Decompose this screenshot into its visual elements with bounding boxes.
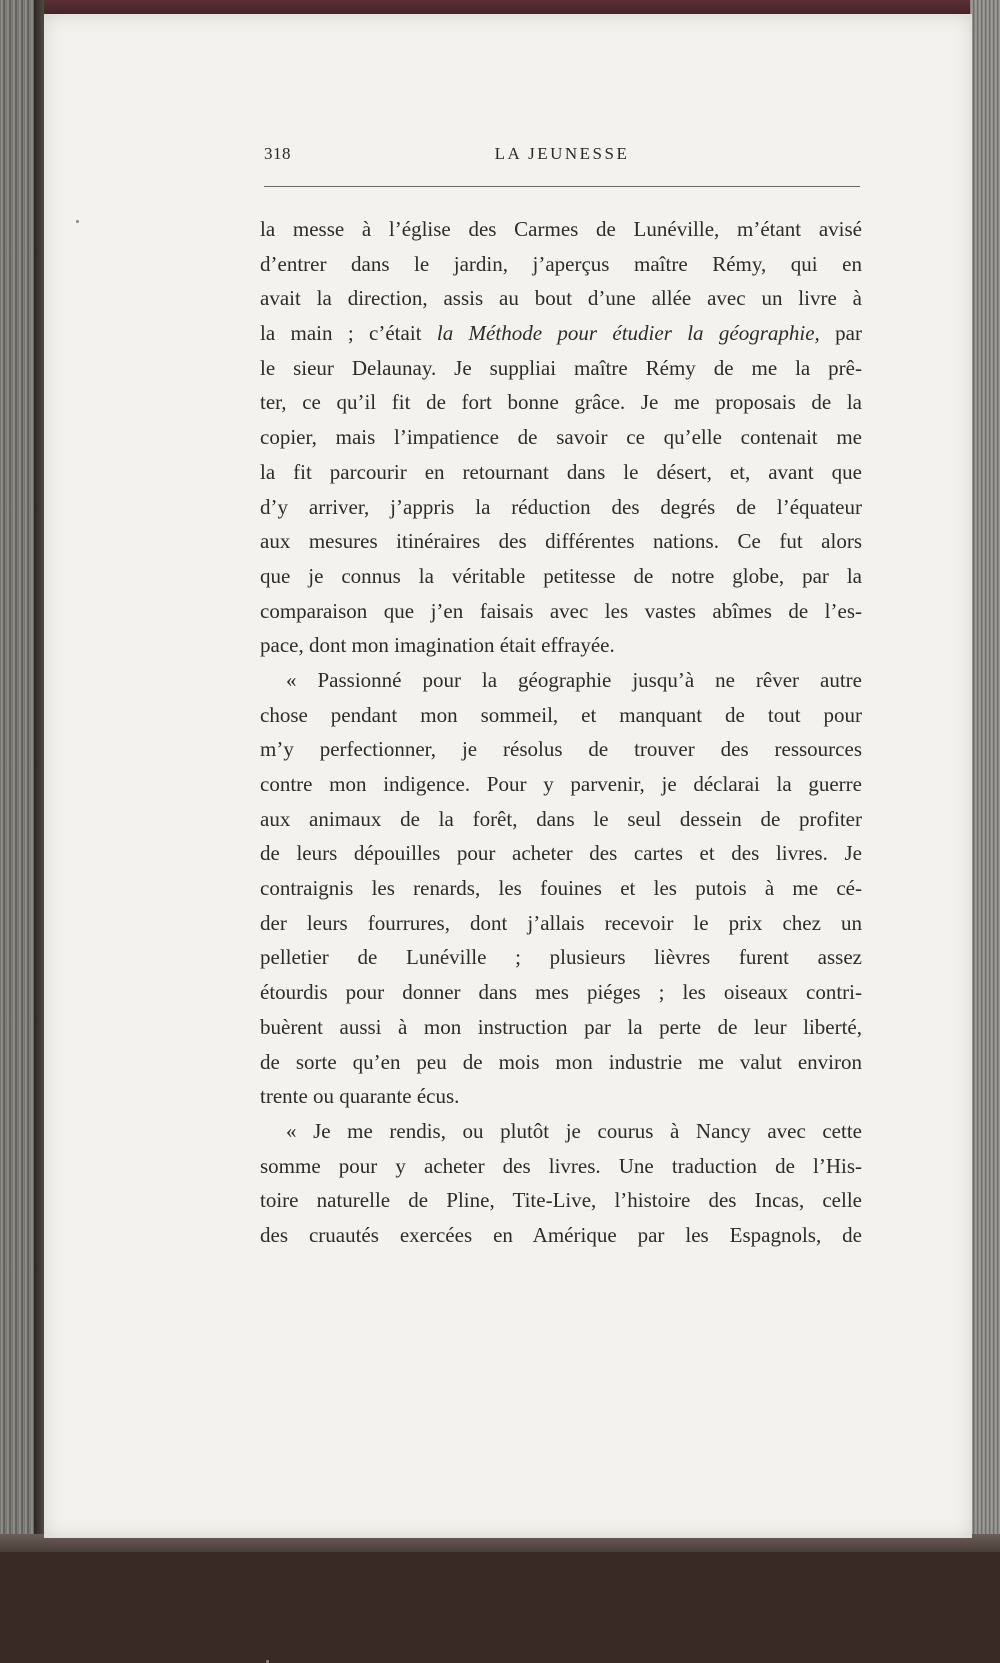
text-line	[260, 940, 862, 975]
line-text: contraignis les renards, les fouines et les putois à me cé-	[260, 876, 862, 901]
text-line	[260, 1045, 862, 1080]
text-line	[260, 490, 862, 525]
text-line	[260, 1149, 862, 1184]
paragraph-last-line	[260, 628, 862, 663]
line-text: aux animaux de la forêt, dans le seul dessein de profiter	[260, 806, 862, 831]
line-text: de leurs dépouilles pour acheter des cartes et des livres. Je	[260, 841, 862, 866]
line-text: trente ou quarante écus.	[260, 1084, 460, 1109]
text-line	[260, 906, 862, 941]
header-rule	[264, 186, 860, 187]
running-title: LA JEUNESSE	[494, 144, 630, 163]
text-line	[260, 212, 862, 247]
text-line	[260, 698, 862, 733]
page-number: 318	[264, 144, 291, 163]
line-text: la messe à l’église des Carmes de Lunéville, m’étant avisé	[260, 217, 862, 241]
book-page-edges-right	[970, 0, 1000, 1552]
line-text: chose pendant mon sommeil, et manquant de tout pour	[260, 702, 862, 727]
body-text	[260, 212, 862, 1253]
line-text: « Passionné pour la géographie jusqu’à ne rêver autre	[286, 667, 862, 692]
line-text: m’y perfectionner, je résolus de trouver des ressources	[260, 737, 862, 762]
text-line	[260, 871, 862, 906]
line-text: buèrent aussi à mon instruction par la perte de leur liberté,	[260, 1014, 862, 1039]
line-text: der leurs fourrures, dont j’allais recevoir le prix chez un	[260, 910, 862, 935]
text-line	[260, 1010, 862, 1045]
paragraph-first-line	[260, 663, 862, 698]
line-text: que je connus la véritable petitesse de notre globe, par la	[260, 563, 862, 588]
line-text: de sorte qu’en peu de mois mon industrie me valut environ	[260, 1049, 862, 1074]
line-text: copier, mais l’impatience de savoir ce qu’elle contenait me	[260, 425, 862, 450]
text-line	[260, 732, 862, 767]
text-line	[260, 802, 862, 837]
text-line	[260, 1183, 862, 1218]
text-line	[260, 975, 862, 1010]
line-text: la fit parcourir en retournant dans le désert, et, avant que	[260, 459, 862, 484]
text-line	[260, 1218, 862, 1253]
line-text: ter, ce qu’il fit de fort bonne grâce. Je me proposais de la	[260, 390, 862, 415]
line-text: aux mesures itinéraires des différentes nations. Ce fut alors	[260, 529, 862, 554]
text-line	[260, 316, 862, 351]
paragraph-first-line	[260, 1114, 862, 1149]
text-line	[260, 559, 862, 594]
text-line	[260, 594, 862, 629]
line-text: le sieur Delaunay. Je suppliai maître Rémy de me la prê-	[260, 355, 862, 380]
book-gutter-shadow	[34, 0, 44, 1552]
line-text: pace, dont mon imagination était effrayée.	[260, 633, 615, 658]
paper-speck	[76, 220, 79, 223]
line-text: comparaison que j’en faisais avec les vastes abîmes de l’es-	[260, 598, 862, 623]
line-text: d’y arriver, j’appris la réduction des degrés de l’équateur	[260, 494, 862, 519]
text-line	[260, 385, 862, 420]
text-line	[260, 420, 862, 455]
line-text: avait la direction, assis au bout d’une allée avec un livre à	[260, 286, 862, 311]
text-line	[260, 455, 862, 490]
text-line	[260, 524, 862, 559]
line-text: étourdis pour donner dans mes piéges ; les oiseaux contri-	[260, 980, 862, 1005]
line-text: somme pour y acheter des livres. Une traduction de l’His-	[260, 1153, 862, 1178]
running-header	[264, 144, 860, 174]
text-line	[260, 247, 862, 282]
line-text: par	[819, 321, 862, 346]
line-text: contre mon indigence. Pour y parvenir, je déclarai la guerre	[260, 772, 862, 796]
line-text: toire naturelle de Pline, Tite-Live, l’histoire des Incas, celle	[260, 1188, 862, 1213]
book-title-italic: la Méthode pour étudier la géographie,	[436, 321, 820, 346]
line-text: « Je me rendis, ou plutôt je courus à Nancy avec cette	[286, 1118, 862, 1143]
text-line	[260, 767, 862, 802]
line-text: pelletier de Lunéville ; plusieurs lièvres furent assez	[260, 945, 862, 970]
text-line	[260, 281, 862, 316]
line-text: la main ; c’était	[260, 321, 437, 346]
text-line	[260, 836, 862, 871]
paragraph-last-line	[260, 1079, 862, 1114]
text-line	[260, 351, 862, 386]
line-text: des cruautés exercées en Amérique par les Espagnols, de	[260, 1222, 862, 1247]
line-text: d’entrer dans le jardin, j’aperçus maître Rémy, qui en	[260, 251, 862, 276]
